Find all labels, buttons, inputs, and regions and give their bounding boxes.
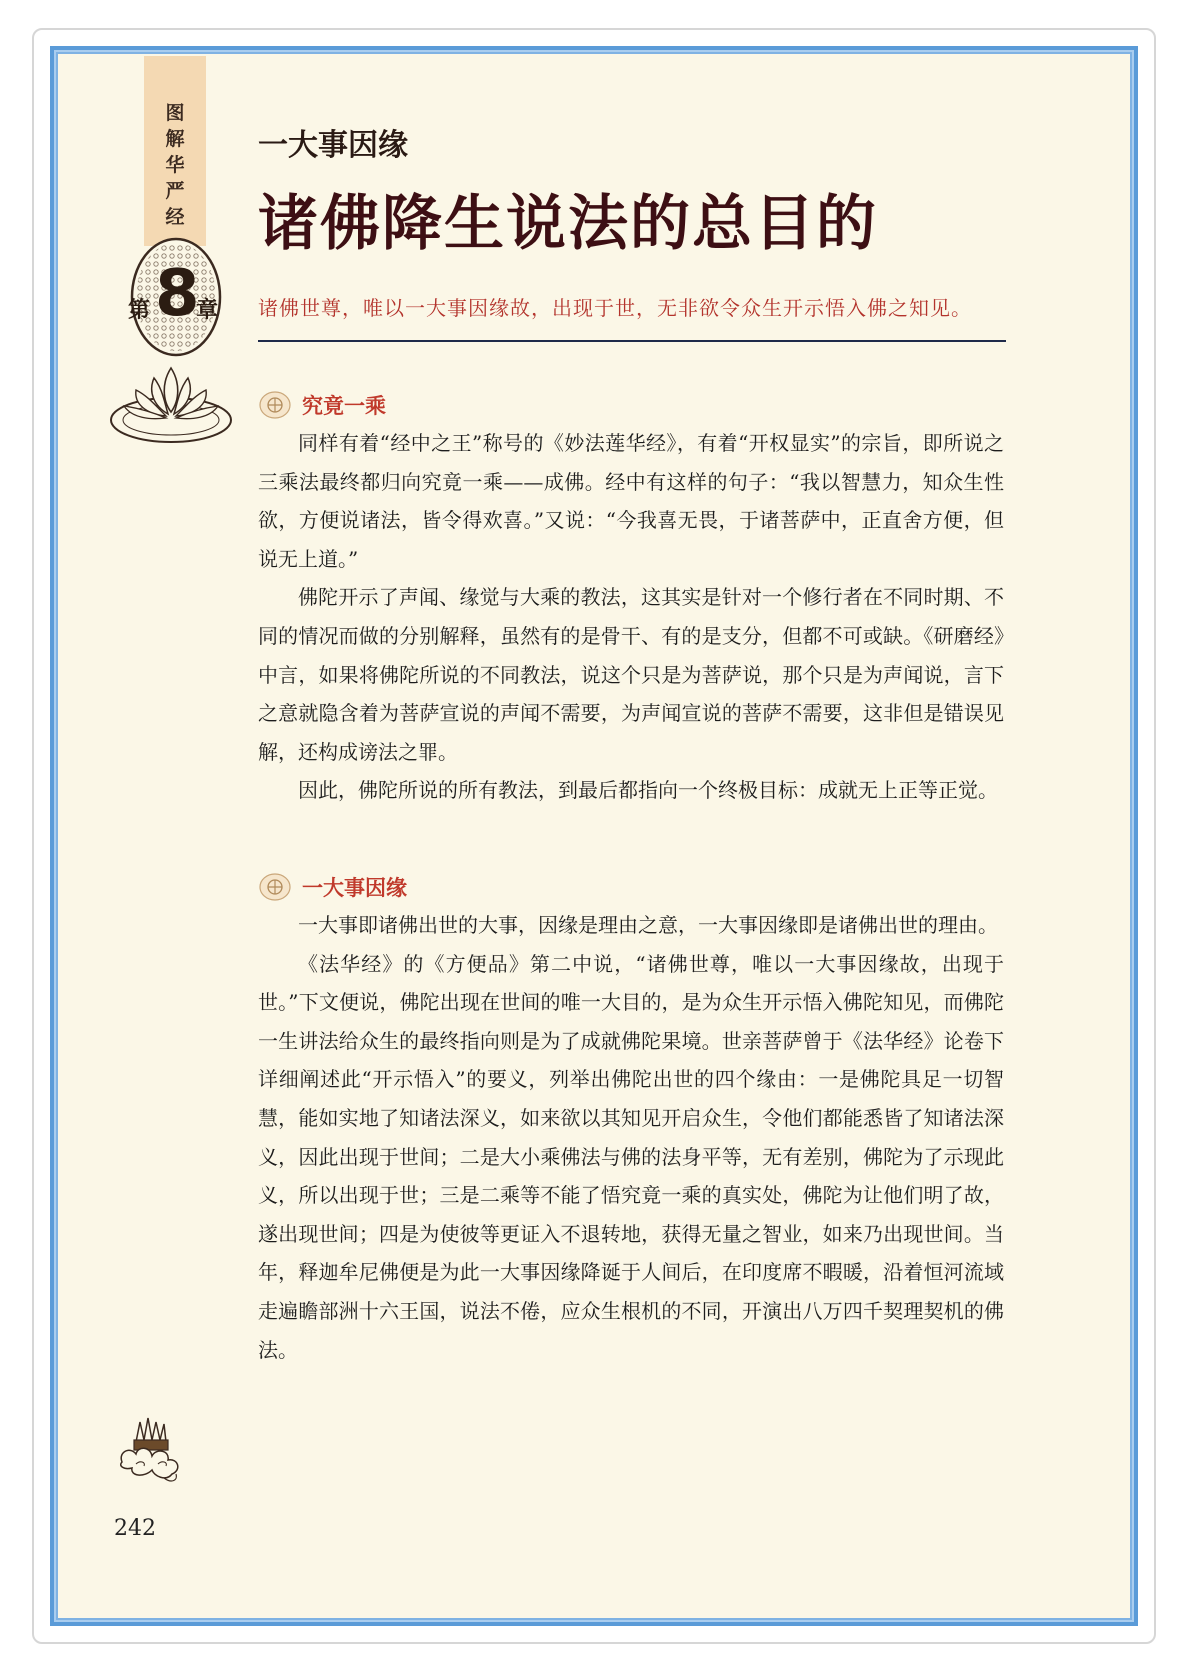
cloud-ornament-icon bbox=[114, 1412, 188, 1490]
section-body bbox=[258, 424, 1004, 810]
section-heading bbox=[258, 872, 407, 902]
side-title-char: 华 bbox=[165, 154, 185, 176]
body-paragraph: 佛陀开示了声闻、缘觉与大乘的教法，这其实是针对一个修行者在不同时期、不同的情况而做的分别解释，虽然有的是骨干、有的是支分，但都不可或缺。《研磨经》中言，如果将佛陀所说的不同教法，说这个只是为菩萨说，那个只是为声闻说，言下之意就隐含着为菩萨宣说的声闻不需要，为声闻宣说的菩萨不需要，这非但是错误见解，还构成谤法之罪。 bbox=[258, 585, 1004, 764]
body-paragraph: 一大事即诸佛出世的大事，因缘是理由之意，一大事因缘即是诸佛出世的理由。 bbox=[298, 913, 998, 937]
page-number: 242 bbox=[114, 1516, 156, 1541]
side-title-char: 图 bbox=[165, 102, 185, 124]
chapter-prefix: 第 bbox=[128, 298, 151, 323]
body-paragraph: 《法华经》的《方便品》第二中说，“诸佛世尊，唯以一大事因缘故，出现于世。”下文便说，佛陀出现在世间的唯一大目的，是为众生开示悟入佛陀知见，而佛陀一生讲法给众生的最终指向则是为了成就佛陀果境。世亲菩萨曾于《法华经》论卷下详细阐述此“开示悟入”的要义，列举出佛陀出世的四个缘由：一是佛陀具足一切智慧，能如实地了知诸法深义，如来欲以其知见开启众生，令他们都能悉皆了知诸法深义，因此出现于世间；二是大小乘佛法与佛的法身平等，无有差别，佛陀为了示现此义，所以出现于世；三是二乘等不能了悟究竟一乘的真实处，佛陀为让他们明了故，遂出现世间；四是为使彼等更证入不退转地，获得无量之智业，如来乃出现世间。当年，释迦牟尼佛便是为此一大事因缘降诞于人间后，在印度席不暇暖，沿着恒河流域走遍瞻部洲十六王国，说法不倦，应众生根机的不同，开演出八万四千契理契机的佛法。 bbox=[258, 951, 1004, 1362]
section-dharma-icon bbox=[258, 390, 292, 420]
section-title: 究竟一乘 bbox=[302, 394, 386, 418]
body-paragraph: 同样有着“经中之王”称号的《妙法莲华经》，有着“开权显实”的宗旨，即所说之三乘法最终都归向究竟一乘——成佛。经中有这样的句子：“我以智慧力，知众生性欲，方便说诸法，皆令得欢喜。”又说：“今我喜无畏，于诸菩萨中，正直舍方便，但说无上道。” bbox=[258, 431, 1004, 571]
section-dharma-icon bbox=[258, 872, 292, 902]
chapter-number: 8 bbox=[155, 257, 200, 331]
section-body bbox=[258, 906, 1004, 1369]
epigraph-quote: 诸佛世尊，唯以一大事因缘故，出现于世，无非欲令众生开示悟入佛之知见。 bbox=[258, 296, 972, 320]
book-side-title bbox=[160, 100, 190, 230]
section-heading bbox=[258, 390, 386, 420]
side-title-char: 经 bbox=[165, 206, 185, 228]
header-divider bbox=[258, 340, 1006, 342]
page-title: 诸佛降生说法的总目的 bbox=[258, 189, 878, 259]
side-title-char: 解 bbox=[165, 128, 185, 150]
chapter-subtitle: 一大事因缘 bbox=[258, 128, 408, 163]
section-title: 一大事因缘 bbox=[302, 876, 407, 900]
chapter-suffix: 章 bbox=[196, 298, 219, 323]
body-paragraph: 因此，佛陀所说的所有教法，到最后都指向一个终极目标：成就无上正等正觉。 bbox=[298, 778, 998, 803]
lotus-icon bbox=[106, 356, 236, 448]
side-title-char: 严 bbox=[165, 180, 185, 202]
